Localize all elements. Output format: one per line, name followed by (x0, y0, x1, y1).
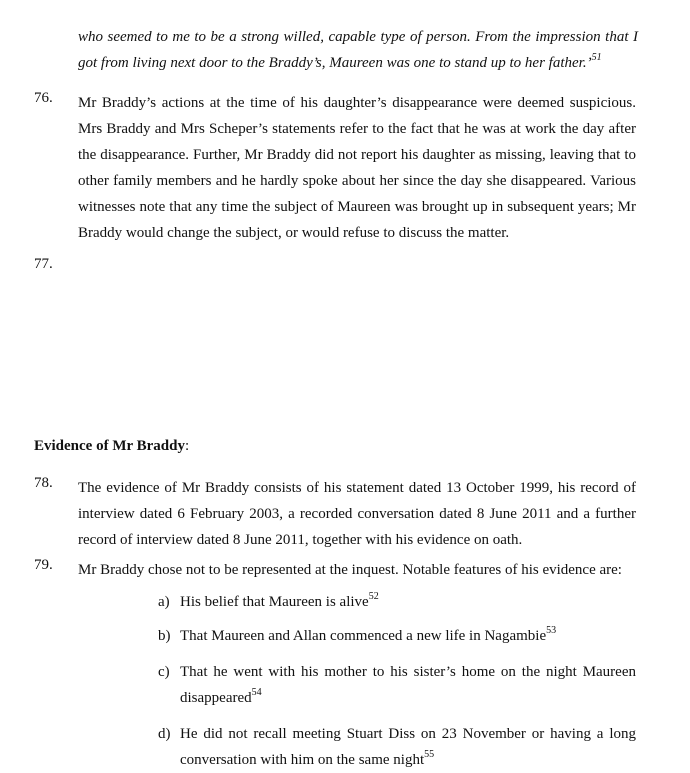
footnote-ref: 55 (424, 749, 435, 760)
section-heading-colon: : (184, 438, 190, 454)
list-item (158, 721, 636, 773)
list-item-text: That he went with his mother to his sister’s home on the night Maureen disappeared (180, 664, 636, 706)
list-item (158, 623, 636, 649)
paragraph-number-79: 79. (34, 557, 53, 573)
list-item-text: That Maureen and Allan commenced a new life in Nagambie (180, 628, 547, 644)
section-heading-text: Evidence of Mr Braddy (34, 438, 185, 454)
list-item-text: His belief that Maureen is alive (180, 594, 369, 610)
list-item (158, 659, 636, 711)
paragraph-number-77: 77. (34, 256, 53, 272)
list-item-text: He did not recall meeting Stuart Diss on 23 November or having a long conversation with him on the same night (180, 726, 636, 768)
footnote-ref-51: 51 (591, 52, 602, 63)
paragraph-78: The evidence of Mr Braddy consists of his statement dated 13 October 1999, his record of interview dated 6 February 2003, a recorded conversation dated 8 June 2011 and a further record of interview dated 8 June 2011, together with his evidence on oath. (78, 480, 636, 548)
evidence-list (158, 589, 636, 773)
list-item-label: c) (158, 664, 170, 680)
list-item-label: a) (158, 594, 170, 610)
quote-line-2-text: got from living next door to the Braddy’s, Maureen was one to stand up to her father.’ (78, 55, 592, 71)
quote-line-1: who seemed to me to be a strong willed, capable type of person. From the impression that I (78, 29, 638, 45)
paragraph-number-78: 78. (34, 475, 53, 491)
footnote-ref: 54 (251, 687, 262, 698)
quotation (78, 24, 638, 76)
paragraph-76: Mr Braddy’s actions at the time of his daughter’s disappearance were deemed suspicious. Mrs Braddy and Mrs Scheper’s statements refer to the fact that he was at work the day after the disappearance. Further, Mr Braddy did not report his daughter as missing, leaving that to other family members and he hardly spoke about her since the day she disappeared. Various witnesses note that any time the subject of Maureen was brought up in subsequent years; Mr Braddy would change the subject, or would refuse to discuss the matter. (78, 95, 636, 241)
paragraph-79: Mr Braddy chose not to be represented at the inquest. Notable features of his evidence are: (78, 562, 622, 578)
footnote-ref: 53 (546, 625, 557, 636)
quote-line-2 (78, 50, 638, 76)
paragraph-number-76: 76. (34, 90, 53, 106)
section-heading (34, 438, 189, 455)
list-item-label: d) (158, 726, 171, 742)
footnote-ref: 52 (368, 591, 379, 602)
list-item (158, 589, 636, 615)
list-item-label: b) (158, 628, 171, 644)
